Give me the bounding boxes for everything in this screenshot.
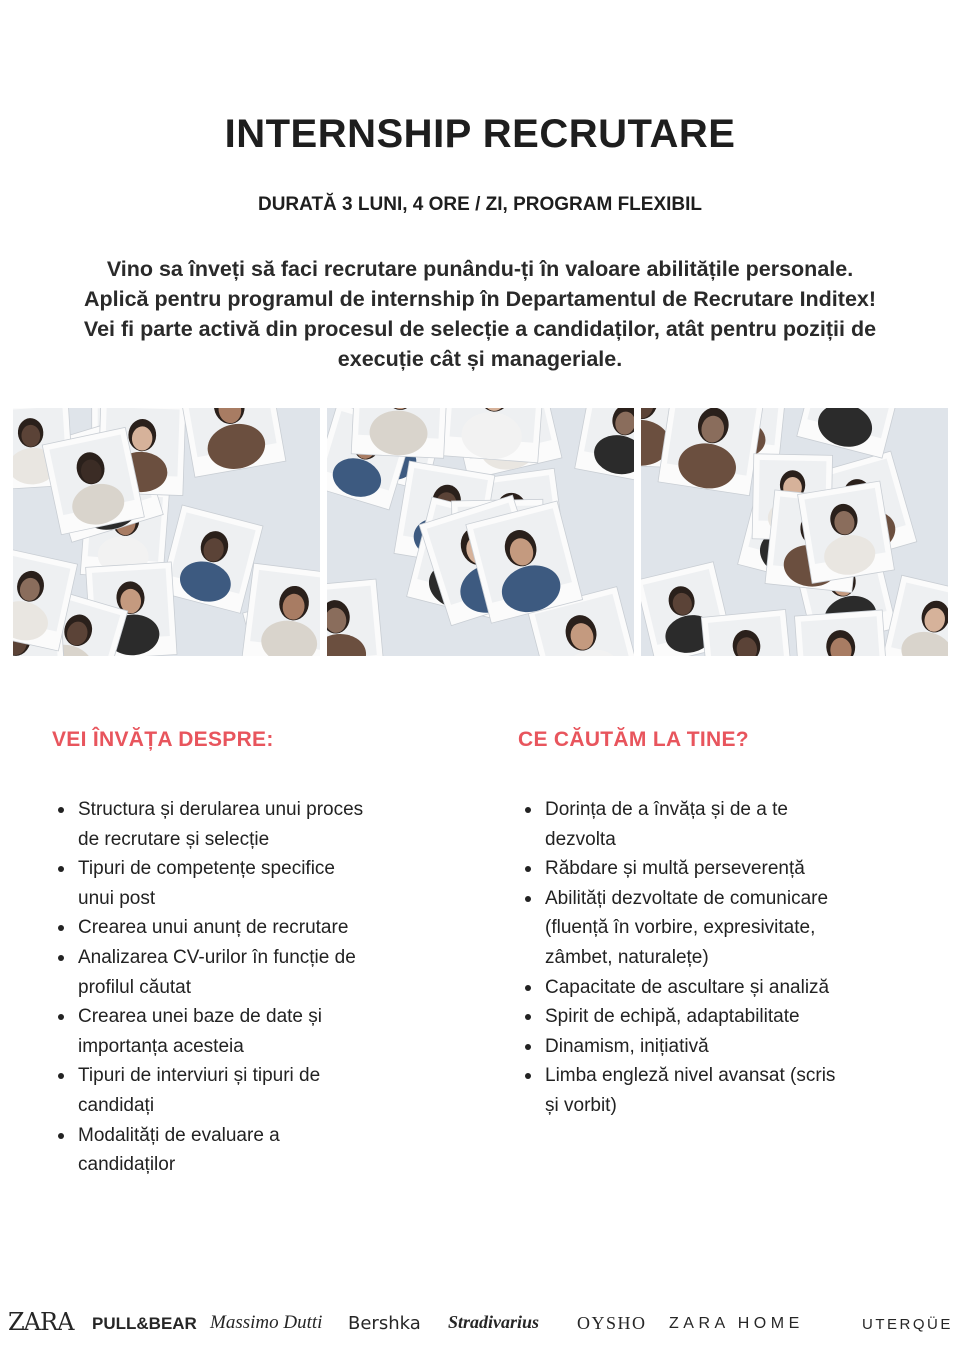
brand-zara-logo: ZARA [8,1308,74,1336]
learn-item [50,913,450,943]
brand-zara-home-logo: ZARA HOME [669,1315,804,1332]
page-subtitle: DURATĂ 3 LUNI, 4 ORE / ZI, PROGRAM FLEXIBIL [257,194,703,215]
intro-line: execuție cât și manageriale. [337,347,623,371]
learn-heading: VEI ÎNVĂȚA DESPRE: [52,728,274,751]
brand-stradivarius-logo: Stradivarius [448,1312,540,1332]
seek-item-line: (fluență în vorbire, expresivitate, [545,917,816,939]
seek-item-line: Dorința de a învăța și de a te [545,799,788,820]
intro-paragraph [20,254,940,374]
learn-item-line: Crearea unui anunț de recrutare [78,917,349,939]
brand-logos [0,1306,960,1346]
intro-line: Aplică pentru programul de internship în Departamentul de Recrutare Inditex! [83,287,877,311]
brand-massimo-dutti-logo: Massimo Dutti [210,1312,323,1333]
polaroid-collage-image [641,408,948,656]
learn-item-line: Modalități de evaluare a [78,1124,280,1146]
learn-item-line: de recrutare și selecție [78,828,270,850]
seek-item-line: Capacitate de ascultare și analiză [545,976,830,998]
page-title: INTERNSHIP RECRUTARE [224,112,736,156]
learn-item [50,854,450,913]
seek-item-line: Abilități dezvoltate de comunicare [545,887,829,909]
learn-item [50,1121,450,1180]
learn-item-line: Tipuri de competențe specifice [78,858,335,880]
polaroid-collage-image [13,408,320,656]
photo-collage-middle [327,408,634,656]
photo-collage-left [13,408,320,656]
intro-line: Vino sa înveți să faci recrutare punându-ți în valoare abilitățile personale. [106,257,854,281]
seek-item [517,854,937,884]
learn-item-line: Crearea unei baze de date și [78,1006,322,1028]
seek-item-line: Dinamism, inițiativă [545,1035,709,1057]
seek-item-line: și vorbit) [545,1094,617,1116]
learn-item-line: candidaților [78,1154,176,1176]
photo-collage-right [641,408,948,656]
brand-uterque-logo: UTERQÜE [862,1316,953,1333]
learn-item [50,1002,450,1061]
seek-heading: CE CĂUTĂM LA TINE? [518,728,749,751]
seek-item [517,973,937,1003]
brand-oysho-logo: OYSHO [577,1313,647,1333]
learn-item-line: importanța acesteia [78,1035,244,1057]
seek-item-line: Spirit de echipă, adaptabilitate [545,1006,800,1028]
learn-list [50,795,450,1180]
seek-list [517,795,937,1121]
learn-item [50,1061,450,1120]
seek-item-line: Răbdare și multă perseverență [545,858,805,880]
seek-item [517,1061,937,1120]
seek-item [517,795,937,854]
learn-item-line: Tipuri de interviuri și tipuri de [78,1065,321,1087]
learn-item-line: Analizarea CV-urilor în funcție de [78,946,356,968]
seek-item [517,1032,937,1062]
brand-bershka-logo: Bershka [348,1313,421,1334]
brand-pullbear-logo: PULL&BEAR [92,1314,197,1333]
seek-item-line: Limba engleză nivel avansat (scris [545,1065,836,1087]
learn-item-line: unui post [78,887,156,909]
seek-item [517,884,937,973]
learn-item-line: candidați [78,1094,155,1116]
seek-item-line: zâmbet, naturalețe) [545,946,709,968]
polaroid-collage-image [327,408,634,656]
learn-item [50,795,450,854]
seek-item [517,1002,937,1032]
intro-line: Vei fi parte activă din procesul de selecție a candidaților, atât pentru poziții de [83,317,877,341]
seek-item-line: dezvolta [545,828,616,850]
learn-item-line: Structura și derularea unui proces [78,799,364,820]
learn-item [50,943,450,1002]
learn-item-line: profilul căutat [78,976,192,998]
